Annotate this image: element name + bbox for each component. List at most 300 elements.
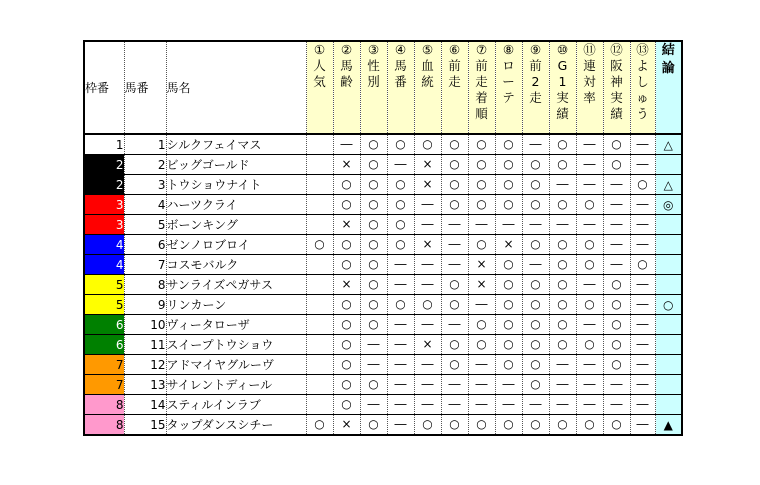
evaluation-mark-cell: ○ [576, 335, 603, 355]
factor-header-char: ① [313, 42, 326, 57]
table-row [84, 315, 682, 335]
factor-header-char: 前 [475, 58, 488, 73]
evaluation-mark-cell: ○ [360, 315, 387, 335]
horse-name-cell: コスモバルク [166, 255, 306, 275]
evaluation-mark-cell: × [414, 235, 441, 255]
horse-name-cell: ハーツクライ [166, 195, 306, 215]
evaluation-mark-cell: ― [522, 395, 549, 415]
evaluation-mark-cell: ― [414, 395, 441, 415]
evaluation-mark-cell: ○ [387, 295, 414, 315]
frame-number-cell: 5 [84, 295, 124, 315]
evaluation-mark-cell: ○ [522, 235, 549, 255]
factor-header-char: 前 [448, 58, 461, 73]
evaluation-mark-cell: ― [603, 395, 630, 415]
evaluation-mark-cell [306, 215, 333, 235]
evaluation-mark-cell: ○ [360, 415, 387, 436]
evaluation-mark-cell: ○ [387, 134, 414, 155]
factor-header-char: 走 [475, 74, 488, 89]
table-row [84, 155, 682, 175]
evaluation-mark-cell: × [414, 175, 441, 195]
frame-number-cell: 2 [84, 175, 124, 195]
evaluation-mark-cell: ― [333, 134, 360, 155]
factor-header-char: 対 [583, 74, 596, 89]
frame-number-cell: 4 [84, 255, 124, 275]
frame-number-cell: 5 [84, 275, 124, 295]
evaluation-mark-cell: ○ [522, 355, 549, 375]
factor-header-11 [576, 41, 603, 134]
evaluation-mark-cell: ― [387, 355, 414, 375]
evaluation-mark-cell: ― [576, 275, 603, 295]
frame-number-cell: 2 [84, 155, 124, 175]
factor-header-char: ゅ [636, 90, 649, 105]
evaluation-mark-cell: ○ [576, 415, 603, 436]
evaluation-mark-cell: ○ [603, 415, 630, 436]
horse-number-cell: 2 [124, 155, 166, 175]
horse-name-cell: ボーンキング [166, 215, 306, 235]
evaluation-mark-cell: ○ [549, 235, 576, 255]
horse-number-cell: 13 [124, 375, 166, 395]
factor-header-char: 順 [475, 106, 488, 121]
evaluation-mark-cell: ○ [360, 215, 387, 235]
factor-header-char: 人 [313, 58, 326, 73]
factor-header-7 [468, 41, 495, 134]
evaluation-mark-cell: ― [576, 315, 603, 335]
evaluation-mark-cell: ○ [522, 295, 549, 315]
evaluation-mark-cell: ― [360, 355, 387, 375]
evaluation-mark-cell: ― [387, 415, 414, 436]
evaluation-mark-cell: ○ [468, 315, 495, 335]
evaluation-mark-cell: ― [522, 215, 549, 235]
evaluation-mark-cell: ○ [495, 415, 522, 436]
table-row [84, 395, 682, 415]
evaluation-mark-cell: ○ [495, 335, 522, 355]
evaluation-mark-cell: ○ [576, 255, 603, 275]
factor-header-char: 別 [367, 74, 380, 89]
evaluation-mark-cell: ― [414, 255, 441, 275]
factor-header-13 [630, 41, 655, 134]
factor-header-char: 神 [610, 74, 623, 89]
horse-number-cell: 4 [124, 195, 166, 215]
evaluation-mark-cell: ― [630, 395, 655, 415]
horse-number-cell: 10 [124, 315, 166, 335]
factor-header-char: ⑬ [636, 42, 649, 57]
table-row [84, 295, 682, 315]
evaluation-mark-cell: ― [576, 134, 603, 155]
evaluation-mark-cell: ― [630, 415, 655, 436]
factor-header-char: ロ [502, 58, 515, 73]
table-row [84, 375, 682, 395]
evaluation-mark-cell: × [495, 235, 522, 255]
factor-header-char: ③ [367, 42, 380, 57]
factor-header-char: ⑤ [421, 42, 434, 57]
evaluation-mark-cell: ○ [333, 295, 360, 315]
horse-name-cell: ヴィータローザ [166, 315, 306, 335]
evaluation-mark-cell: ― [576, 395, 603, 415]
factor-header-char: し [636, 74, 649, 89]
evaluation-mark-cell: ○ [603, 315, 630, 335]
evaluation-mark-cell: ― [603, 175, 630, 195]
factor-header-char: ー [502, 74, 515, 89]
evaluation-mark-cell: ― [414, 275, 441, 295]
evaluation-mark-cell: ― [549, 215, 576, 235]
horse-name-cell: スイープトウショウ [166, 335, 306, 355]
horse-name-cell: アドマイヤグルーヴ [166, 355, 306, 375]
factor-header-char: よ [636, 58, 649, 73]
result-mark-cell: △ [655, 175, 682, 195]
evaluation-mark-cell [306, 255, 333, 275]
evaluation-mark-cell: ○ [333, 195, 360, 215]
evaluation-mark-cell: ○ [522, 155, 549, 175]
evaluation-mark-cell: ○ [468, 134, 495, 155]
evaluation-mark-cell: × [333, 415, 360, 436]
factor-header-1 [306, 41, 333, 134]
evaluation-mark-cell: ― [441, 315, 468, 335]
evaluation-mark-cell: ○ [495, 255, 522, 275]
factor-header-char: 1 [558, 74, 567, 89]
horse-number-cell: 11 [124, 335, 166, 355]
evaluation-mark-cell: × [468, 255, 495, 275]
factor-header-10 [549, 41, 576, 134]
horse-name-cell: トウショウナイト [166, 175, 306, 195]
evaluation-mark-cell: ― [495, 375, 522, 395]
evaluation-mark-cell: ― [630, 375, 655, 395]
evaluation-mark-cell: ○ [414, 415, 441, 436]
result-mark-cell: ○ [655, 295, 682, 315]
factor-header-8 [495, 41, 522, 134]
factor-header-char: 走 [448, 74, 461, 89]
result-mark-cell [655, 315, 682, 335]
evaluation-mark-cell [306, 355, 333, 375]
evaluation-mark-cell: ○ [360, 155, 387, 175]
horse-name-cell: スティルインラブ [166, 395, 306, 415]
evaluation-mark-cell: ○ [360, 235, 387, 255]
horse-name-cell: サイレントディール [166, 375, 306, 395]
evaluation-mark-cell: ○ [360, 375, 387, 395]
horse-name-cell: ビッグゴールド [166, 155, 306, 175]
evaluation-mark-cell: ― [387, 375, 414, 395]
evaluation-mark-cell: ○ [549, 335, 576, 355]
factor-header-char: 馬 [394, 58, 407, 73]
result-mark-cell: ◎ [655, 195, 682, 215]
evaluation-mark-cell: ― [603, 375, 630, 395]
evaluation-mark-cell: × [468, 275, 495, 295]
frame-number-cell: 6 [84, 335, 124, 355]
evaluation-mark-cell: ○ [441, 134, 468, 155]
evaluation-mark-cell: ○ [522, 335, 549, 355]
factor-header-6 [441, 41, 468, 134]
evaluation-mark-cell: ○ [603, 275, 630, 295]
evaluation-mark-cell [306, 195, 333, 215]
horse-name-cell: リンカーン [166, 295, 306, 315]
horse-number-cell: 5 [124, 215, 166, 235]
factor-header-char: 率 [583, 90, 596, 105]
evaluation-mark-cell: ― [522, 255, 549, 275]
evaluation-mark-cell: ○ [333, 315, 360, 335]
evaluation-mark-cell: ○ [360, 255, 387, 275]
evaluation-mark-cell: ○ [630, 175, 655, 195]
evaluation-mark-cell: ○ [441, 415, 468, 436]
evaluation-mark-cell: × [333, 215, 360, 235]
evaluation-mark-cell: ○ [495, 134, 522, 155]
evaluation-mark-cell: ○ [441, 355, 468, 375]
table-row [84, 134, 682, 155]
evaluation-mark-cell: ― [441, 395, 468, 415]
factor-header-char: 績 [610, 106, 623, 121]
evaluation-mark-cell: ○ [549, 275, 576, 295]
evaluation-mark-cell: ― [414, 355, 441, 375]
evaluation-mark-cell: ― [441, 255, 468, 275]
horse-number-cell: 9 [124, 295, 166, 315]
horse-number-cell: 3 [124, 175, 166, 195]
evaluation-mark-cell: ― [576, 355, 603, 375]
result-mark-cell [655, 215, 682, 235]
evaluation-mark-cell: ○ [468, 155, 495, 175]
factor-header-char: 統 [421, 74, 434, 89]
table-row [84, 415, 682, 436]
evaluation-mark-cell: ○ [360, 275, 387, 295]
horse-number-cell: 6 [124, 235, 166, 255]
result-header [655, 41, 682, 134]
evaluation-mark-cell: × [333, 155, 360, 175]
evaluation-mark-cell: ○ [333, 335, 360, 355]
factor-header-char: ⑨ [529, 42, 542, 57]
evaluation-mark-cell: ― [630, 355, 655, 375]
factor-header-char: 血 [421, 58, 434, 73]
evaluation-mark-cell: ― [387, 315, 414, 335]
evaluation-mark-cell: ○ [603, 295, 630, 315]
evaluation-mark-cell: ― [549, 175, 576, 195]
evaluation-mark-cell: ○ [576, 235, 603, 255]
evaluation-mark-cell: ― [630, 335, 655, 355]
evaluation-mark-cell: ○ [441, 275, 468, 295]
evaluation-mark-cell [306, 375, 333, 395]
horse-name-cell: シルクフェイマス [166, 134, 306, 155]
evaluation-mark-cell: ― [603, 215, 630, 235]
factor-header-char: 実 [556, 90, 569, 105]
evaluation-mark-cell: ○ [306, 415, 333, 436]
evaluation-mark-cell: ○ [549, 134, 576, 155]
evaluation-mark-cell [306, 275, 333, 295]
evaluation-mark-cell: ○ [522, 375, 549, 395]
factor-header-char: 着 [475, 90, 488, 105]
evaluation-mark-cell: ― [576, 155, 603, 175]
evaluation-mark-cell: ○ [549, 295, 576, 315]
evaluation-mark-cell: ○ [360, 195, 387, 215]
table-row [84, 175, 682, 195]
factor-header-char: 績 [556, 106, 569, 121]
evaluation-mark-cell: ― [468, 355, 495, 375]
frame-number-cell: 1 [84, 134, 124, 155]
evaluation-mark-cell: ○ [603, 335, 630, 355]
factor-header-char: 走 [529, 90, 542, 105]
evaluation-mark-cell: ― [495, 215, 522, 235]
factor-header-char: ⑪ [583, 42, 596, 57]
result-header-char: 結 [661, 43, 675, 58]
table-body [84, 134, 682, 435]
evaluation-mark-cell: ― [630, 195, 655, 215]
evaluation-mark-cell: ○ [468, 195, 495, 215]
factor-header-char: ⑫ [610, 42, 623, 57]
evaluation-mark-cell: ○ [387, 175, 414, 195]
result-mark-cell [655, 355, 682, 375]
evaluation-mark-cell: × [333, 275, 360, 295]
result-mark-cell [655, 275, 682, 295]
evaluation-mark-cell: ○ [414, 134, 441, 155]
table-row [84, 195, 682, 215]
evaluation-mark-cell: ― [468, 295, 495, 315]
frame-number-cell: 6 [84, 315, 124, 335]
horse-number-cell: 7 [124, 255, 166, 275]
frame-number-cell: 3 [84, 195, 124, 215]
evaluation-mark-cell: ○ [441, 155, 468, 175]
race-evaluation-table [83, 40, 683, 436]
evaluation-mark-cell: ― [630, 235, 655, 255]
horse-number-cell: 8 [124, 275, 166, 295]
evaluation-mark-cell: ○ [522, 175, 549, 195]
evaluation-mark-cell [306, 335, 333, 355]
factor-header-char: 性 [367, 58, 380, 73]
factor-header-char: テ [502, 90, 515, 105]
evaluation-mark-cell: ○ [549, 315, 576, 335]
factor-header-char: 気 [313, 74, 326, 89]
evaluation-mark-cell: ○ [468, 335, 495, 355]
evaluation-mark-cell: ― [630, 134, 655, 155]
evaluation-mark-cell: ― [387, 275, 414, 295]
evaluation-mark-cell: ― [549, 375, 576, 395]
evaluation-mark-cell: ○ [441, 175, 468, 195]
factor-header-12 [603, 41, 630, 134]
evaluation-mark-cell: ○ [495, 175, 522, 195]
factor-header-5 [414, 41, 441, 134]
evaluation-mark-cell: ― [576, 375, 603, 395]
evaluation-mark-cell: ― [468, 375, 495, 395]
factor-header-char: G [557, 58, 568, 73]
evaluation-mark-cell: ― [522, 134, 549, 155]
factor-header-char: ⑦ [475, 42, 488, 57]
evaluation-mark-cell: ― [603, 195, 630, 215]
horse-number-cell: 15 [124, 415, 166, 436]
evaluation-mark-cell: ○ [603, 355, 630, 375]
evaluation-mark-cell: ― [387, 335, 414, 355]
factor-header-3 [360, 41, 387, 134]
frame-number-cell: 8 [84, 395, 124, 415]
evaluation-mark-cell: ○ [495, 275, 522, 295]
evaluation-mark-cell: ― [576, 175, 603, 195]
evaluation-mark-cell: ○ [495, 315, 522, 335]
evaluation-mark-cell [306, 134, 333, 155]
factor-header-char: ⑧ [502, 42, 515, 57]
evaluation-mark-cell: ○ [522, 315, 549, 335]
evaluation-mark-cell: ― [414, 195, 441, 215]
evaluation-mark-cell: ○ [549, 255, 576, 275]
horse-number-cell: 14 [124, 395, 166, 415]
evaluation-mark-cell [306, 175, 333, 195]
frame-number-cell: 4 [84, 235, 124, 255]
evaluation-mark-cell: ○ [549, 415, 576, 436]
evaluation-mark-cell: ― [387, 155, 414, 175]
evaluation-mark-cell: ― [387, 255, 414, 275]
factor-header-char: ② [340, 42, 353, 57]
factor-header-char: 実 [610, 90, 623, 105]
frame-number-cell: 8 [84, 415, 124, 436]
result-mark-cell [655, 155, 682, 175]
evaluation-mark-cell: ○ [387, 215, 414, 235]
evaluation-mark-cell: ○ [522, 415, 549, 436]
frame-number-header: 枠番 [84, 41, 124, 134]
evaluation-mark-cell: ― [414, 375, 441, 395]
evaluation-mark-cell: × [414, 155, 441, 175]
evaluation-mark-cell: ○ [468, 415, 495, 436]
evaluation-mark-cell: ○ [333, 375, 360, 395]
evaluation-mark-cell: ○ [441, 295, 468, 315]
factor-header-char: 2 [531, 74, 540, 89]
frame-number-cell: 7 [84, 355, 124, 375]
table-row [84, 355, 682, 375]
evaluation-mark-cell: ○ [468, 175, 495, 195]
table-row [84, 335, 682, 355]
evaluation-mark-cell: ○ [522, 275, 549, 295]
table-row [84, 235, 682, 255]
result-mark-cell [655, 255, 682, 275]
factor-header-char: 連 [583, 58, 596, 73]
evaluation-mark-cell: ― [495, 395, 522, 415]
evaluation-mark-cell: ― [630, 215, 655, 235]
evaluation-mark-cell: ― [441, 375, 468, 395]
evaluation-mark-cell: ○ [603, 134, 630, 155]
factor-header-char: う [636, 106, 649, 121]
result-header-char: 論 [661, 61, 675, 76]
evaluation-mark-cell: ― [441, 215, 468, 235]
evaluation-mark-cell: ○ [549, 195, 576, 215]
evaluation-mark-cell: ― [549, 355, 576, 375]
evaluation-mark-cell: ○ [333, 395, 360, 415]
evaluation-mark-cell: ○ [333, 235, 360, 255]
result-mark-cell: ▲ [655, 415, 682, 436]
evaluation-mark-cell: ○ [333, 355, 360, 375]
factor-header-char: ⑩ [556, 42, 569, 57]
evaluation-mark-cell [306, 315, 333, 335]
horse-name-cell: サンライズペガサス [166, 275, 306, 295]
table-row [84, 255, 682, 275]
result-mark-cell [655, 395, 682, 415]
evaluation-mark-cell: ○ [495, 155, 522, 175]
evaluation-mark-cell: ○ [387, 235, 414, 255]
evaluation-mark-cell: ― [414, 315, 441, 335]
factor-header-char: 馬 [340, 58, 353, 73]
evaluation-mark-cell: ― [630, 275, 655, 295]
evaluation-mark-cell: ○ [333, 255, 360, 275]
result-mark-cell [655, 335, 682, 355]
horse-number-header: 馬番 [124, 41, 166, 134]
evaluation-mark-cell: ― [630, 315, 655, 335]
evaluation-mark-cell: ○ [522, 195, 549, 215]
evaluation-mark-cell: ○ [630, 255, 655, 275]
evaluation-mark-cell: ― [630, 155, 655, 175]
table-row [84, 215, 682, 235]
result-mark-cell [655, 375, 682, 395]
evaluation-mark-cell: × [414, 335, 441, 355]
table-row [84, 275, 682, 295]
evaluation-mark-cell: ○ [495, 355, 522, 375]
horse-number-cell: 12 [124, 355, 166, 375]
evaluation-mark-cell: ― [360, 335, 387, 355]
evaluation-mark-cell: ○ [333, 175, 360, 195]
horse-name-cell: タップダンスシチー [166, 415, 306, 436]
evaluation-mark-cell: ― [468, 395, 495, 415]
result-mark-cell: △ [655, 134, 682, 155]
factor-header-char: ④ [394, 42, 407, 57]
horse-number-cell: 1 [124, 134, 166, 155]
